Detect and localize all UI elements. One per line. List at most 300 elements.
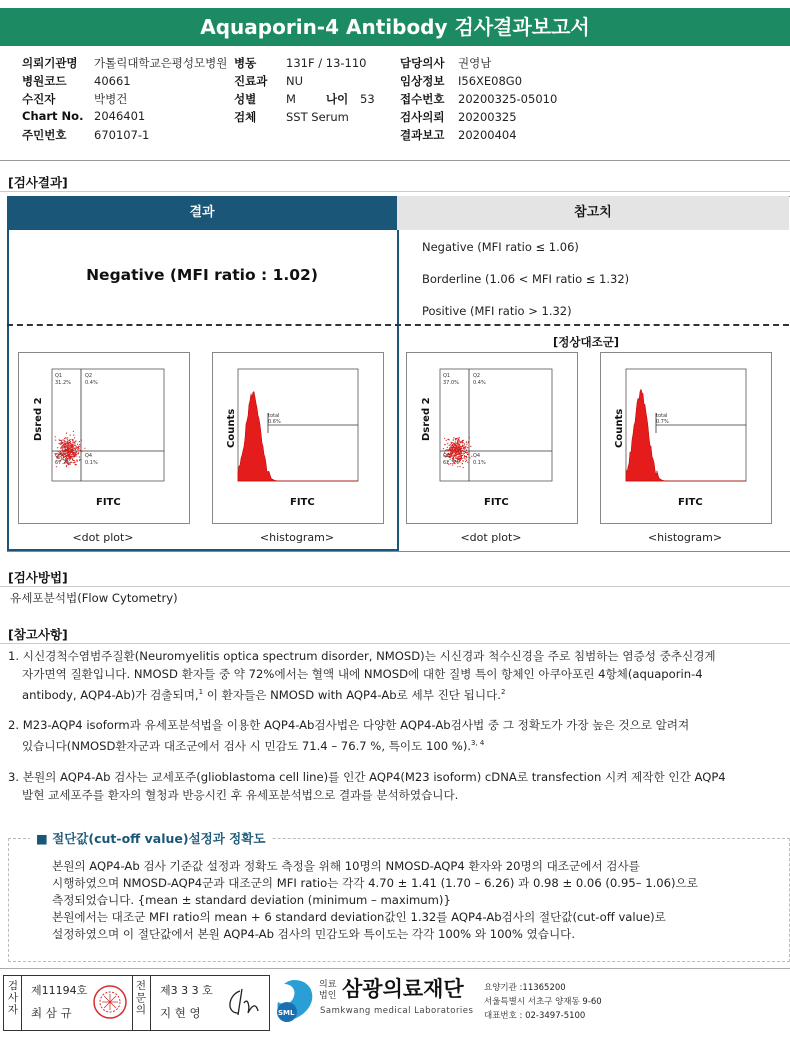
event-dot [456,454,457,455]
patient-histogram [212,352,384,524]
event-dot [456,449,457,450]
event-dot [69,456,70,457]
event-dot [74,437,75,438]
event-dot [466,449,467,450]
event-dot [75,449,76,450]
reference-borderline: Borderline (1.06 < MFI ratio ≤ 1.32) [422,272,630,286]
normal-control-label: [정상대조군] [553,335,620,349]
sig-divider-2 [132,975,133,1031]
section-title-notes: [참고사항] [8,627,68,642]
result-value: Negative (MFI ratio : 1.02) [86,266,318,284]
cutoff-line-3: 측정되었습니다. {mean ± standard deviation (minimum – maximum)} [52,893,451,907]
event-dot [459,466,460,467]
event-dot [59,443,60,444]
q2-value: 0.4% [85,380,98,386]
examiner-license: 제11194호 [31,984,88,997]
event-dot [74,443,75,444]
event-dot [63,447,64,448]
event-dot [78,446,79,447]
note-3 [8,768,784,804]
event-dot [55,436,56,437]
q2-label: Q2 [473,373,481,379]
label-report-date: 결과보고 [400,128,445,142]
value-dept: NU [286,74,304,88]
event-dot [462,445,463,446]
event-dot [76,452,77,453]
specialist-label [134,980,148,1016]
x-axis-label: FITC [290,497,315,508]
value-request-date: 20200325 [458,110,517,124]
event-dot [461,457,462,458]
control-dot-caption: <dot plot> [460,531,522,544]
event-dot [460,460,461,461]
event-dot [57,447,58,448]
label-hospital-code: 병원코드 [22,74,67,88]
event-dot [452,452,453,453]
event-dot [460,448,461,449]
event-dot [453,457,454,458]
event-dot [73,455,74,456]
label-patient: 수진자 [22,92,56,106]
event-dot [70,443,71,444]
event-dot [466,441,467,442]
section-title-result: [검사결과] [8,175,68,190]
event-dot [79,444,80,445]
event-dot [466,456,467,457]
event-dot [446,440,447,441]
event-dot [71,456,72,457]
event-dot [62,439,63,440]
event-dot [65,450,66,451]
event-dot [465,451,466,452]
event-dot [459,452,460,453]
event-dot [69,443,70,444]
event-dot [461,442,462,443]
event-dot [66,433,67,434]
value-sex: M [286,92,296,106]
q3-label: Q3 [443,453,451,459]
event-dot [458,446,459,447]
event-dot [63,453,64,454]
control-histogram [600,352,772,524]
event-dot [80,450,81,451]
event-dot [457,450,458,451]
sml-logo [270,974,318,1026]
examiner-name: 최 삼 규 [31,1006,72,1020]
event-dot [63,444,64,445]
event-dot [449,445,450,446]
event-dot [455,444,456,445]
control-hist-caption: <histogram> [647,531,723,544]
event-dot [454,452,455,453]
event-dot [451,455,452,456]
label-receipt-no: 접수번호 [400,92,445,106]
info-col-2 [234,55,404,127]
event-dot [70,447,71,448]
note-3-line-1: 3. 본원의 AQP4-Ab 검사는 교세포주(glioblastoma cell line)를 인간 AQP4(M23 isoform) cDNA로 transfection 시켜 제작한 인간 AQP4 [8,770,726,784]
q1-value: 31.2% [55,380,71,386]
y-axis-label: Counts [226,408,237,448]
corp-prefix: 의료법인 [319,980,337,1001]
event-dot [463,451,464,452]
sig-divider-1 [21,975,22,1031]
patient-info [22,55,790,155]
signature-stroke [230,989,258,1015]
event-dot [60,447,61,448]
event-dot [466,457,467,458]
event-dot [456,452,457,453]
event-dot [459,442,460,443]
event-dot [68,456,69,457]
event-dot [446,449,447,450]
event-dot [445,450,446,451]
event-dot [77,447,78,448]
event-dot [63,455,64,456]
event-dot [459,444,460,445]
event-dot [64,440,65,441]
y-axis-label: Counts [614,408,625,448]
event-dot [69,451,70,452]
patient-hist-svg [213,353,383,523]
event-dot [451,448,452,449]
event-dot [450,444,451,445]
event-dot [466,452,467,453]
event-dot [465,452,466,453]
event-dot [465,461,466,462]
event-dot [466,444,467,445]
cutoff-text [52,858,772,943]
event-dot [64,447,65,448]
event-dot [460,456,461,457]
label-hospital: 의뢰기관명 [22,56,78,70]
specialist-name: 지 현 영 [160,1006,201,1020]
event-dot [66,443,67,444]
event-dot [65,437,66,438]
value-clinical-info: I56XE08G0 [458,74,523,88]
event-dot [456,438,457,439]
event-dot [65,453,66,454]
org-phone: 대표번호 : 02-3497-5100 [484,1011,586,1021]
event-dot [461,458,462,459]
event-dot [68,452,69,453]
event-dot [452,455,453,456]
event-dot [72,442,73,443]
event-dot [74,460,75,461]
x-axis-label: FITC [96,497,121,508]
event-dot [466,442,467,443]
event-dot [74,462,75,463]
examiner-label-text: 검사자 [7,980,19,1016]
patient-dot-caption: <dot plot> [72,531,134,544]
note-1-ref-2: 2 [500,688,506,696]
org-code: 요양기관 :11365200 [484,983,566,993]
reference-negative: Negative (MFI ratio ≤ 1.06) [422,240,579,254]
q2-value: 0.4% [473,380,486,386]
event-dot [453,437,454,438]
event-dot [69,444,70,445]
event-dot [457,458,458,459]
label-sex: 성별 [234,92,257,106]
event-dot [68,443,69,444]
event-dot [457,457,458,458]
event-dot [61,441,62,442]
event-dot [76,454,77,455]
logo-text: SML [278,1009,295,1017]
event-dot [59,439,60,440]
event-dot [464,447,465,448]
event-dot [64,454,65,455]
event-dot [79,446,80,447]
event-dot [62,442,63,443]
y-axis-label: Dsred 2 [33,397,44,441]
event-dot [467,447,468,448]
event-dot [61,447,62,448]
event-dot [62,448,63,449]
event-dot [464,458,465,459]
event-dot [455,453,456,454]
event-dot [62,450,63,451]
event-dot [452,445,453,446]
cutoff-line-1: 본원의 AQP4-Ab 검사 기준값 설정과 정확도 측정을 위해 10명의 NMOSD-AQP4 환자와 20명의 대조군에서 검사를 [52,859,640,873]
gate-value: 0.6% [268,419,281,425]
event-dot [467,454,468,455]
event-dot [470,446,471,447]
event-dot [73,435,74,436]
event-dot [459,437,460,438]
event-dot [444,451,445,452]
event-dot [68,448,69,449]
q4-value: 0.1% [473,460,486,466]
seal-mark [102,994,118,1010]
event-dot [75,464,76,465]
cutoff-line-2: 시행하였으며 NMOSD-AQP4군과 대조군의 MFI ratio는 각각 4.70 ± 1.41 (1.70 – 6.26) 과 0.98 ± 0.06 (0.95– 1.06)으로 [52,876,698,890]
event-dot [71,454,72,455]
note-3-line-2: 발현 교세포주를 환자의 혈청과 반응시킨 후 유세포분석법으로 결과를 분석하였습니다. [22,788,459,802]
x-axis-label: FITC [484,497,509,508]
footer-divider [0,968,790,969]
event-dot [463,467,464,468]
event-dot [76,447,77,448]
event-dot [75,445,76,446]
q1-label: Q1 [55,373,63,379]
gate-label: total [268,413,280,419]
q1-value: 37.0% [443,380,459,386]
event-dot [457,466,458,467]
q3-label: Q3 [55,453,63,459]
event-dot [76,460,77,461]
reference-positive: Positive (MFI ratio > 1.32) [422,304,572,318]
org-street: 서울특별시 서초구 양재동 9-60 [484,997,602,1007]
notes-divider [0,643,790,644]
event-dot [462,463,463,464]
note-1-line-3b: 이 환자들은 NMOSD with AQP4-Ab로 세부 진단 됩니다. [203,687,501,702]
event-dot [79,456,80,457]
event-dot [56,466,57,467]
event-dot [67,439,68,440]
event-dot [468,442,469,443]
method-divider [0,586,790,587]
event-dot [454,445,455,446]
event-dot [443,448,444,449]
event-dot [455,441,456,442]
note-1-ref-1: 1 [198,688,204,696]
q3-value: 62.3% [443,460,459,466]
event-dot [74,456,75,457]
event-dot [447,443,448,444]
event-dot [69,440,70,441]
event-dot [66,446,67,447]
event-dot [454,447,455,448]
event-dot [468,441,469,442]
note-1-line-3: antibody, AQP4-Ab)가 검출되며, [22,687,199,702]
event-dot [64,446,65,447]
event-dot [66,456,67,457]
info-col-3 [400,55,600,145]
event-dot [82,451,83,452]
event-dot [455,439,456,440]
event-dot [73,462,74,463]
event-dot [78,452,79,453]
event-dot [453,444,454,445]
event-dot [67,441,68,442]
event-dot [448,439,449,440]
sig-divider-3 [150,975,151,1031]
event-dot [459,458,460,459]
event-dot [461,455,462,456]
event-dot [464,453,465,454]
event-dot [452,458,453,459]
event-dot [67,437,68,438]
event-dot [447,447,448,448]
event-dot [467,462,468,463]
event-dot [452,446,453,447]
event-dot [65,443,66,444]
event-dot [66,466,67,467]
event-dot [63,446,64,447]
event-dot [69,446,70,447]
patient-dot-plot [18,352,190,524]
event-dot [70,449,71,450]
event-dot [459,461,460,462]
label-chart-no: Chart No. [22,109,84,123]
label-age: 나이 [326,92,349,106]
specialist-license: 제3 3 3 호 [160,984,213,997]
event-dot [72,449,73,450]
event-dot [450,452,451,453]
event-dot [464,445,465,446]
event-dot [66,453,67,454]
note-1-line-2: 자가면역 질환입니다. NMOSD 환자들 중 약 72%에서는 혈액 내에 NMOSD에 대한 질병 특이 항체인 아쿠아포린 4항체(aquaporin-4 [22,667,703,681]
org-name: 삼광의료재단 [342,977,464,1001]
event-dot [454,449,455,450]
event-dot [63,457,64,458]
event-dot [70,435,71,436]
event-dot [65,441,66,442]
note-2 [8,716,784,755]
section-title-method: [검사방법] [8,570,68,585]
event-dot [67,445,68,446]
event-dot [70,445,71,446]
value-report-date: 20200404 [458,128,517,142]
event-dot [465,458,466,459]
event-dot [74,453,75,454]
event-dot [74,442,75,443]
event-dot [75,452,76,453]
value-age: 53 [360,92,375,106]
event-dot [79,448,80,449]
event-dot [67,458,68,459]
note-2-line-2: 있습니다(NMOSD환자군과 대조군에서 검사 시 민감도 71.4 – 76.7 %, 특이도 100 %). [22,738,472,753]
value-hospital: 가톨릭대학교은평성모병원 [94,56,228,70]
event-dot [451,443,452,444]
label-resident-no: 주민번호 [22,128,67,142]
event-dot [462,460,463,461]
cutoff-title: ■ 절단값(cut-off value)설정과 정확도 [30,829,271,847]
event-dot [72,439,73,440]
event-dot [466,460,467,461]
event-dot [73,444,74,445]
event-dot [456,443,457,444]
event-dot [77,444,78,445]
event-dot [462,450,463,451]
event-dot [456,446,457,447]
event-dot [69,457,70,458]
event-dot [464,443,465,444]
value-receipt-no: 20200325-05010 [458,92,558,106]
q2-label: Q2 [85,373,93,379]
label-request-date: 검사의뢰 [400,110,445,124]
event-dot [444,438,445,439]
control-hist-svg [601,353,771,523]
event-dot [81,440,82,441]
value-hospital-code: 40661 [94,74,131,88]
event-dot [68,445,69,446]
method-text: 유세포분석법(Flow Cytometry) [10,591,178,605]
result-header: 결과 [7,196,397,230]
value-physician: 권영남 [458,56,492,70]
event-dot [449,448,450,449]
event-dot [451,446,452,447]
event-dot [70,457,71,458]
control-dot-svg [407,353,577,523]
event-dot [64,438,65,439]
event-dot [463,440,464,441]
event-dot [451,442,452,443]
event-dot [73,454,74,455]
event-dot [469,437,470,438]
gate-label: total [656,413,668,419]
value-ward: 131F / 13-110 [286,56,367,70]
event-dot [76,446,77,447]
q1-label: Q1 [443,373,451,379]
event-dot [66,457,67,458]
event-dot [453,439,454,440]
value-resident-no: 670107-1 [94,128,150,142]
event-dot [71,444,72,445]
cutoff-line-5: 설정하였으며 이 절단값에서 본원 AQP4-Ab 검사의 민감도와 특이도는 각각 100% 와 100% 였습니다. [52,927,576,941]
value-specimen: SST Serum [286,110,349,124]
value-chart-no: 2046401 [94,109,146,123]
specialist-label-text: 전문의 [135,980,147,1016]
event-dot [455,438,456,439]
event-dot [464,448,465,449]
event-dot [64,451,65,452]
event-dot [61,440,62,441]
event-dot [456,458,457,459]
event-dot [455,451,456,452]
note-1-line-1: 1. 시신경척수염범주질환(Neuromyelitis optica spectrum disorder, NMOSD)는 시신경과 척수신경을 주로 침범하는 염증성 중추신경계 [8,649,716,663]
x-axis-label: FITC [678,497,703,508]
